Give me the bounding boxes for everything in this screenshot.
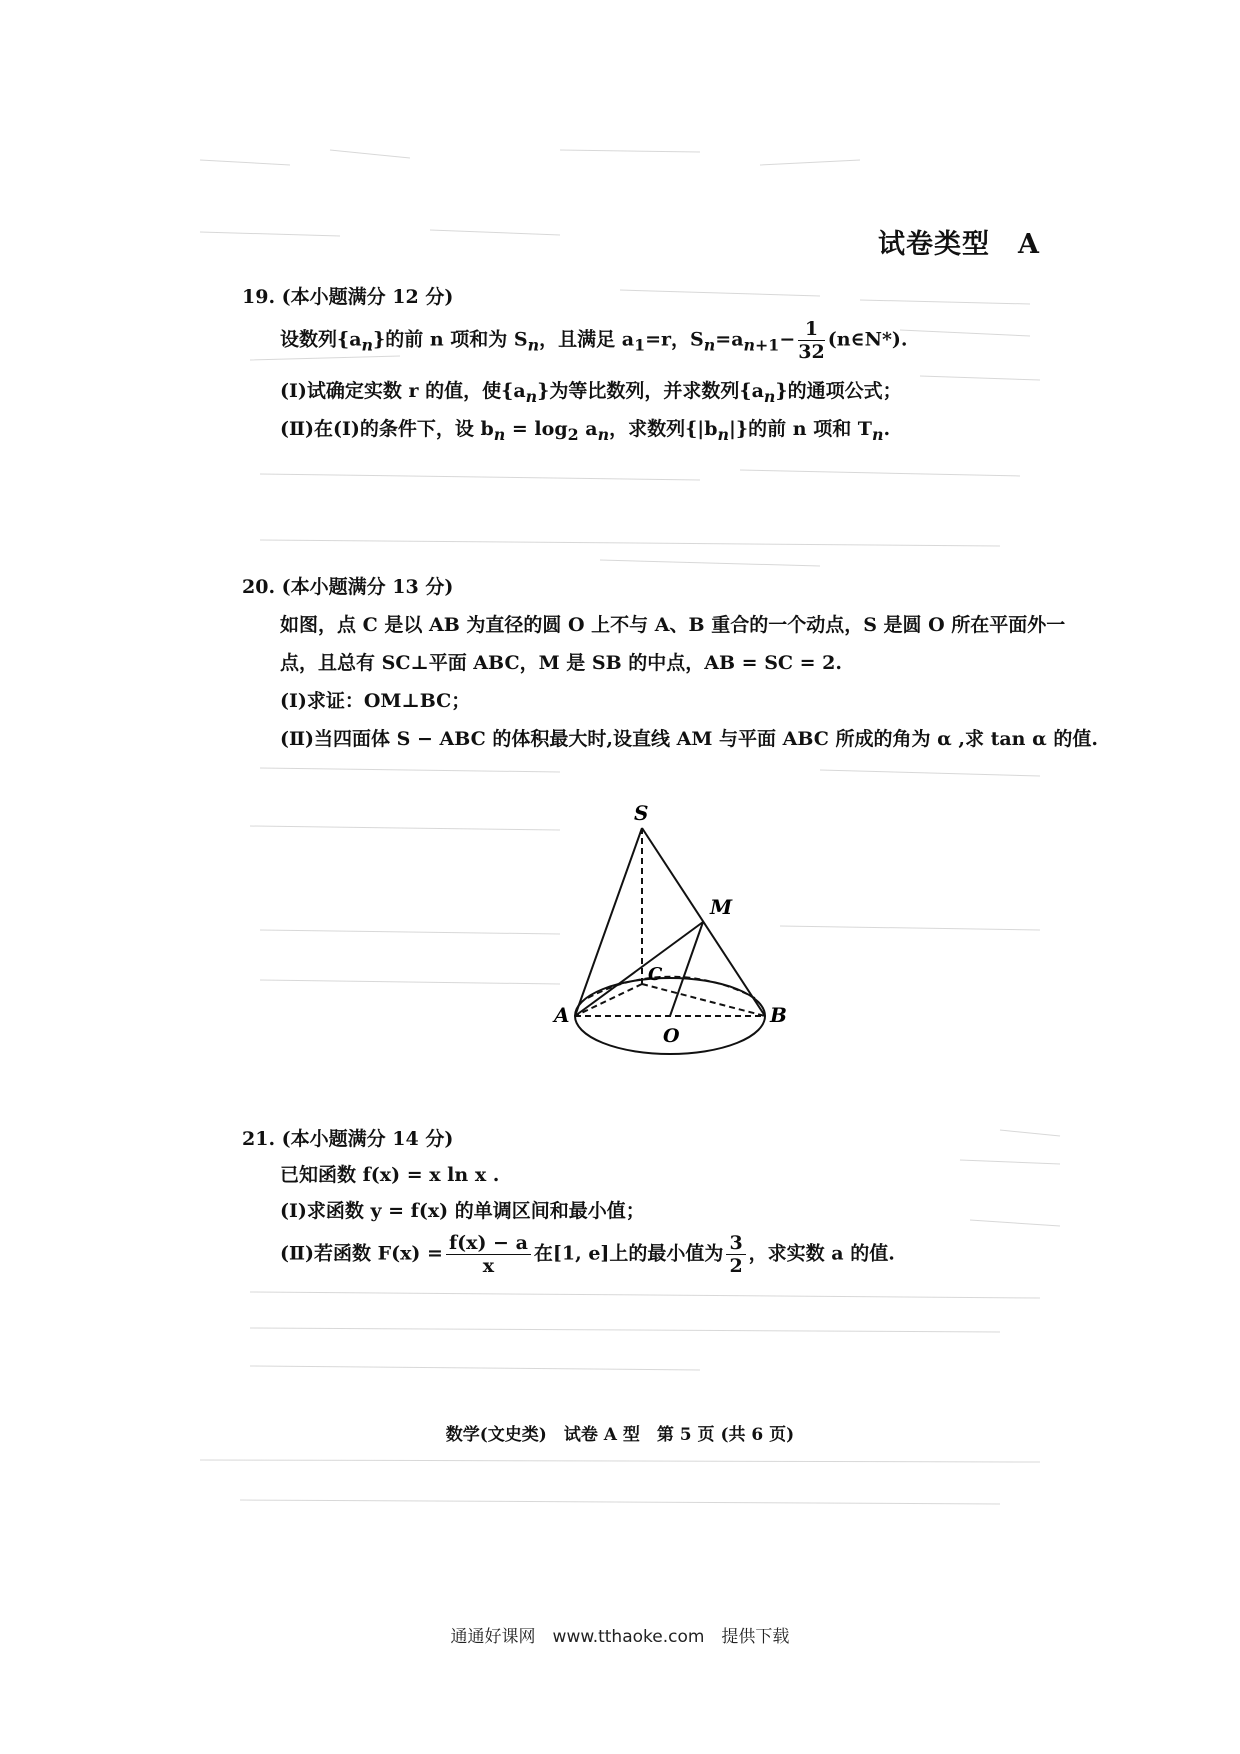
q19-fraction: $\frac{1}{32}$	[798, 318, 825, 363]
geometry-figure	[550, 770, 790, 1070]
q20-part2: (Ⅱ)当四面体 S − ABC 的体积最大时,设直线 AM 与平面 ABC 所成的角为 α ,求 tan α 的值.	[280, 728, 1098, 750]
q21-fraction: $\frac{f(x) - a}{x}$	[446, 1232, 531, 1277]
source-credit: 通通好课网 www.tthaoke.com 提供下载	[450, 1627, 790, 1647]
label-m: M	[710, 895, 733, 919]
q21-part1: (Ⅰ)求函数 y = f(x) 的单调区间和最小值；	[280, 1200, 645, 1222]
q20-heading: 20. (本小题满分 13 分)	[242, 576, 454, 598]
label-c: C	[648, 964, 663, 985]
q19-stem-text: =a	[715, 328, 744, 351]
q19-heading: 19. (本小题满分 12 分)	[242, 286, 454, 308]
q19-stem-text: ，且满足 a	[539, 328, 635, 351]
q21-part2: (Ⅱ)若函数 F(x) = $\frac{f(x) - a}{x}$ 在[1, e]上的最小值为 $\frac{3}{2}$ ，求实数 a 的值.	[280, 1232, 895, 1277]
q19-stem-text: −	[779, 328, 796, 351]
label-s: S	[634, 801, 649, 825]
page-footer: 数学(文史类) 试卷 A 型 第 5 页 (共 6 页)	[445, 1425, 795, 1445]
label-o: O	[663, 1025, 680, 1047]
q19-stem-text: =r，S	[645, 328, 704, 351]
q19-stem-text: 设数列{a	[280, 328, 362, 351]
q19-stem-text: (n∈N*).	[827, 328, 908, 351]
q20-stem-line2: 点，且总有 SC⊥平面 ABC，M 是 SB 的中点，AB = SC = 2.	[280, 652, 843, 674]
segment-sb	[642, 828, 765, 1016]
label-a: A	[554, 1003, 570, 1027]
q19-part1: (Ⅰ)试确定实数 r 的值，使$\{a_n\}$为等比数列，并求数列$\{a_n\}$的通项公式；	[280, 380, 902, 406]
q20-stem-line1: 如图，点 C 是以 AB 为直径的圆 O 上不与 A、B 重合的一个动点，S 是圆 O 所在平面外一	[280, 614, 1066, 636]
label-b: B	[770, 1003, 787, 1027]
q21-min-fraction: $\frac{3}{2}$	[726, 1232, 745, 1277]
q21-stem: 已知函数 f(x) = x ln x .	[280, 1164, 500, 1186]
q20-part1: (Ⅰ)求证：OM⊥BC；	[280, 690, 471, 712]
q19-stem-text: }的前 n 项和为 S	[373, 328, 528, 351]
paper-type-label: 试卷类型 A	[878, 229, 1040, 260]
q19-stem: 设数列$\{a_n\}$的前 n 项和为 $S_n$，且满足 $a_1=r$，$S_n=a_{n+1}-$ $\frac{1}{32}$ (n∈N*).	[280, 318, 908, 363]
q19-part2: (Ⅱ)在(Ⅰ)的条件下，设 $b_n = \log_2 a_n$，求数列$\{|b_n|\}$的前 n 项和 $T_n$.	[280, 418, 891, 444]
q21-heading: 21. (本小题满分 14 分)	[242, 1128, 454, 1150]
segment-am	[575, 922, 703, 1016]
segment-mo	[670, 922, 703, 1016]
